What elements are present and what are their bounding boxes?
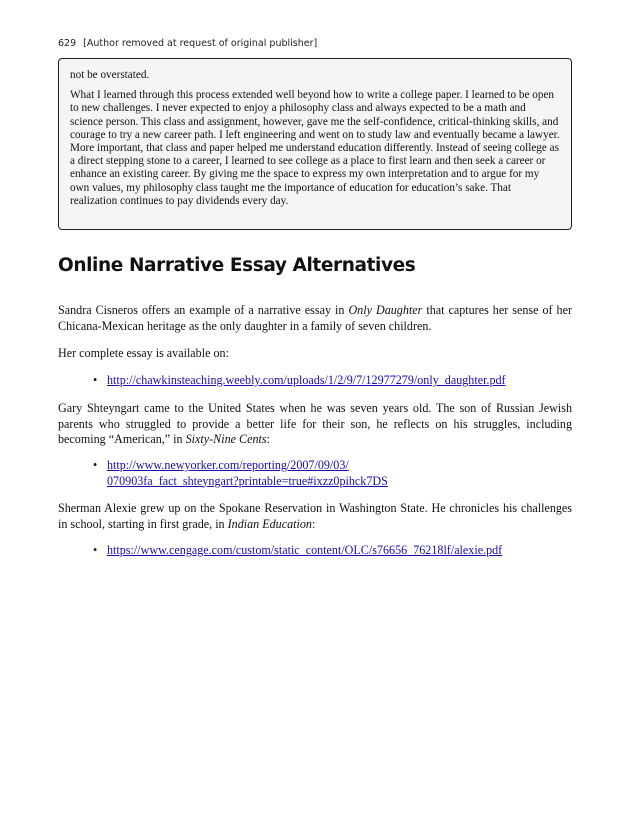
bullet-icon: • xyxy=(93,543,98,557)
running-title: [Author removed at request of original publisher] xyxy=(83,38,318,49)
link-only-daughter[interactable]: http://chawkinsteaching.weebly.com/uploads/1/2/9/7/12977279/only_daughter.pdf xyxy=(107,373,506,387)
work-title: Sixty-Nine Cents xyxy=(185,432,267,446)
list-item xyxy=(93,458,388,489)
link-sixty-nine-cents[interactable] xyxy=(107,458,388,489)
paragraph-text: Sherman Alexie grew up on the Spokane Reservation in Washington State. He chronicles his challenges in school, starting in first grade, in xyxy=(58,501,572,531)
work-title: Indian Education xyxy=(227,516,312,531)
paragraph-text: : xyxy=(311,516,316,531)
excerpt-lead: not be overstated. xyxy=(70,69,150,81)
list-item xyxy=(93,543,502,559)
bullet-icon: • xyxy=(93,373,98,387)
paragraph-text: that captures her sense of her Chicana-Mexican heritage as the only daughter in a family of seven children. xyxy=(58,303,572,333)
link-text[interactable]: 070903fa_fact_shteyngart?printable=true#ixzz0pihck7DS xyxy=(107,473,388,488)
paragraph-availability: Her complete essay is available on: xyxy=(58,346,229,360)
excerpt-box xyxy=(58,58,572,230)
paragraph-shteyngart xyxy=(58,401,572,448)
list-item xyxy=(93,373,506,389)
work-title: Only Daughter xyxy=(348,303,423,317)
paragraph-cisneros xyxy=(58,303,572,334)
link-text[interactable]: http://www.newyorker.com/reporting/2007/09/03/ xyxy=(107,458,349,472)
running-header xyxy=(58,38,317,49)
paragraph-text: Gary Shteyngart came to the United States when he was seven years old. The son of Russian Jewish parents who struggled to provide a better life for their son, he reflects on his struggles, including becoming “American,” in xyxy=(58,401,572,446)
paragraph-alexie xyxy=(58,501,572,532)
link-indian-education[interactable]: https://www.cengage.com/custom/static_content/OLC/s76656_76218lf/alexie.pdf xyxy=(107,543,503,557)
paragraph-text: Sandra Cisneros offers an example of a narrative essay in xyxy=(58,303,349,317)
section-heading: Online Narrative Essay Alternatives xyxy=(58,255,416,276)
excerpt-paragraph: What I learned through this process extended well beyond how to write a college paper. I learned to be open to new challenges. I never expected to enjoy a philosophy class and always expected to be a math and science person. This class and assignment, however, gave me the self-confidence, critical-thinking skills, and courage to try a new career path. I left engineering and went on to study law and eventually became a lawyer. More important, that class and paper helped me understand education differently. Instead of seeing college as a direct stepping stone to a career, I learned to see college as a place to first learn and then seek a career or enhance an existing career. By giving me the space to express my own interpretation and to argue for my own values, my philosophy class taught me the importance of education for education’s sake. That realization continues to pay dividends every day. xyxy=(70,89,560,207)
page-number: 629 xyxy=(58,38,77,49)
bullet-icon: • xyxy=(93,458,98,472)
paragraph-text: : xyxy=(266,432,270,446)
